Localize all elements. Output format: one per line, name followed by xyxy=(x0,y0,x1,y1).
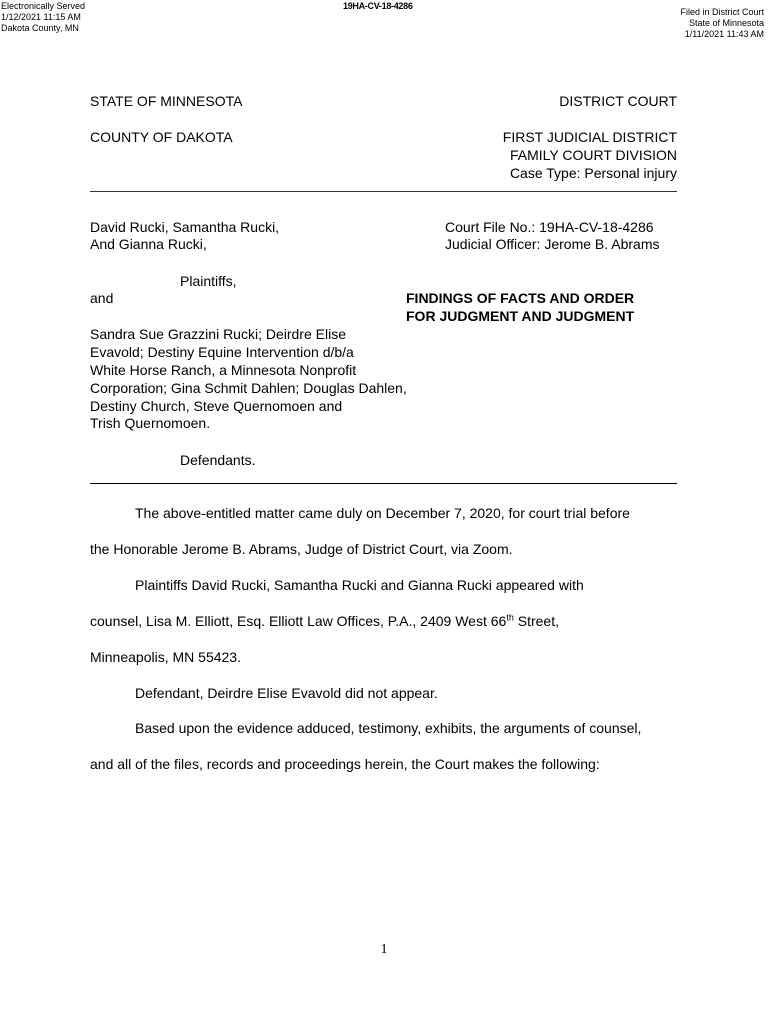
served-stamp-line: Electronically Served xyxy=(1,1,86,11)
body-paragraph: The above-entitled matter came duly on December 7, 2020, for court trial before xyxy=(135,505,630,521)
body-paragraph: the Honorable Jerome B. Abrams, Judge of District Court, via Zoom. xyxy=(90,541,513,557)
plaintiffs-names: David Rucki, Samantha Rucki, xyxy=(90,219,280,235)
court-heading: DISTRICT COURT xyxy=(559,93,677,109)
document-title: FOR JUDGMENT AND JUDGMENT xyxy=(406,308,635,324)
defendants-names: Evavold; Destiny Equine Intervention d/b/a xyxy=(90,344,354,360)
plaintiffs-label: Plaintiffs, xyxy=(180,273,237,289)
body-paragraph: Plaintiffs David Rucki, Samantha Rucki and Gianna Rucki appeared with xyxy=(135,577,584,593)
filed-stamp-line: State of Minnesota xyxy=(688,18,764,28)
filed-stamp-line: Filed in District Court xyxy=(680,7,764,17)
and-label: and xyxy=(90,290,114,306)
caption-divider-bottom xyxy=(90,483,677,484)
body-paragraph xyxy=(90,613,559,630)
document-title: FINDINGS OF FACTS AND ORDER xyxy=(406,290,635,306)
ordinal-suffix: th xyxy=(506,612,514,623)
defendants-names: Trish Quernomoen. xyxy=(90,415,211,431)
served-stamp xyxy=(1,1,85,34)
filed-stamp xyxy=(680,7,764,40)
court-file-number: Court File No.: 19HA-CV-18-4286 xyxy=(445,219,654,235)
defendants-names: Sandra Sue Grazzini Rucki; Deirdre Elise xyxy=(90,326,346,342)
plaintiffs-names: And Gianna Rucki, xyxy=(90,236,207,252)
defendants-label: Defendants. xyxy=(180,452,256,468)
served-stamp-line: 1/12/2021 11:15 AM xyxy=(1,12,81,22)
body-paragraph: Minneapolis, MN 55423. xyxy=(90,649,241,665)
defendants-names: White Horse Ranch, a Minnesota Nonprofit xyxy=(90,362,357,378)
filed-stamp-line: 1/11/2021 11:43 AM xyxy=(684,29,764,39)
defendants-names: Destiny Church, Steve Quernomoen and xyxy=(90,398,343,414)
division-heading: FAMILY COURT DIVISION xyxy=(509,147,677,163)
body-paragraph: and all of the files, records and proceedings herein, the Court makes the following: xyxy=(90,756,600,772)
defendants-names: Corporation; Gina Schmit Dahlen; Douglas Dahlen, xyxy=(90,380,407,396)
body-paragraph: Based upon the evidence adduced, testimony, exhibits, the arguments of counsel, xyxy=(135,720,642,736)
state-heading: STATE OF MINNESOTA xyxy=(90,93,243,109)
county-heading: COUNTY OF DAKOTA xyxy=(90,129,233,145)
served-stamp-line: Dakota County, MN xyxy=(1,23,79,33)
body-paragraph: Defendant, Deirdre Elise Evavold did not appear. xyxy=(135,685,438,701)
case-type: Case Type: Personal injury xyxy=(509,165,677,181)
page-number: 1 xyxy=(380,942,388,957)
case-number-stamp: 19HA-CV-18-4286 xyxy=(343,1,413,11)
counsel-address-end: Street, xyxy=(513,613,559,629)
district-heading: FIRST JUDICIAL DISTRICT xyxy=(502,129,677,145)
judicial-officer: Judicial Officer: Jerome B. Abrams xyxy=(445,236,660,252)
counsel-address: counsel, Lisa M. Elliott, Esq. Elliott Law Offices, P.A., 2409 West 66 xyxy=(90,613,507,629)
caption-divider-top xyxy=(90,191,677,192)
